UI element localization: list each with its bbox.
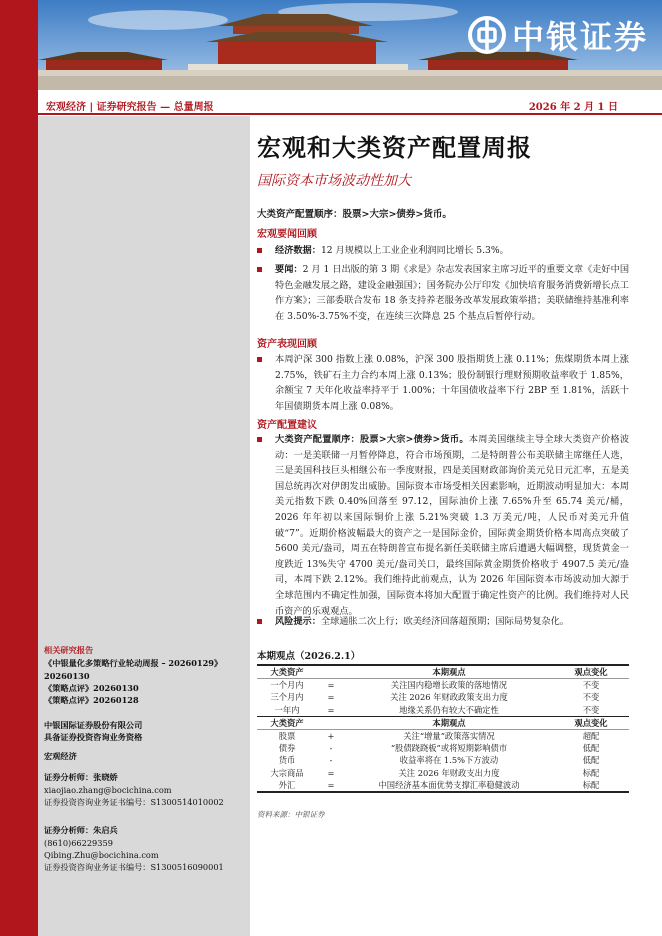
analyst-name: 证券分析师：朱启兵 (44, 825, 118, 835)
table-header: 本期观点 (345, 665, 553, 679)
table-cell: 标配 (553, 779, 629, 792)
table-row (257, 779, 629, 792)
brand-lockup (468, 12, 648, 58)
bank-of-china-logo-icon (468, 16, 506, 54)
table-cell: 外汇 (257, 779, 317, 792)
views-heading: 本期观点（2026.2.1） (257, 651, 361, 662)
bullet-square-icon (257, 248, 262, 253)
bullet-square-icon (257, 357, 262, 362)
item-text: 本周沪深 300 指数上涨 0.08%，沪深 300 股指期货上涨 0.11%；焦煤期货本周上涨 2.75%，铁矿石主力合约本周上涨 0.13%；股份制银行理财预期收益率收于 1.85%，余额宝 7 天年化收益率持平于 1.00%；十年国债收益率下行 2BP 至 1.81%，活跃十年国债期货本周上涨 0.08%。 (275, 354, 629, 412)
table-cell: “股债跷跷板”或将短期影响债市 (390, 742, 508, 753)
sidebar-panel (38, 116, 250, 936)
table-row (257, 742, 629, 755)
views-table (257, 664, 629, 793)
list-item (257, 262, 629, 324)
section-heading-review: 宏观要闻回顾 (257, 229, 317, 240)
table-cell: 债券 (278, 742, 296, 753)
item-text: 全球通胀二次上行；欧美经济回落超预期；国际局势复杂化。 (320, 616, 569, 627)
item-text: 12 月规模以上工业企业利润同比增长 5.3%。 (320, 245, 509, 256)
table-cell: - (329, 742, 333, 753)
table-header: 大类资产 (257, 665, 317, 679)
table-row (257, 767, 629, 780)
table-row (257, 691, 629, 704)
table-cell: 股票 (278, 730, 296, 741)
table-header: 观点变化 (553, 665, 629, 679)
item-text: 本周美国继续主导全球大类资产价格波动：一是美联储一月暂停降息，符合市场预期，二是特朗普公布美联储主席继任人选，三是美国科技巨头相继公布一季度财报，四是美国财政部询价美元兑日元汇率，五是美国总统再次对伊朗发出威胁。国际资本市场受相关因素影响，近期波动明显加大：本周美元指数下跌 0.40%回落至 97.12，国际油价上涨 7.65%升至 65.74 美元/桶，2026 年年初以来国际铜价上涨 5.21%突破 1.3 万美元/吨，人民币对美元升值破“7”。近期价格波幅最大的资产之一是国际金价，国际黄金期货价格本周高点突破了 5600 美元/盎司，周五在特朗普宣布提名新任美联储主席后遭遇大幅调整，现货黄金一度跌近 13%失守 4700 美元/盎司关口，最终国际黄金期货价格收于 4907.5 美元/盎司，本周下跌 2.12%。我们维持此前观点，认为 2026 年国际资本市场波动加大源于全球范围内不确定性加强，国际资本将加大配置于确定性资产的比例。我们维持对人民币资产的乐观观点。 (275, 434, 630, 617)
page-subtitle: 国际资本市场波动性加大 (257, 173, 411, 189)
list-item (257, 432, 629, 619)
analyst-cert: 证券投资咨询业务证书编号：S1300516090001 (44, 862, 224, 872)
analyst-cert: 证券投资咨询业务证书编号：S1300514010002 (44, 797, 224, 807)
analyst-email[interactable]: Qibing.Zhu@bocichina.com (44, 850, 159, 860)
table-row (257, 754, 629, 767)
item-label: 经济数据： (275, 245, 321, 256)
table-cell: 低配 (582, 742, 600, 753)
list-item (257, 614, 629, 630)
header-banner (38, 0, 662, 90)
related-report-link[interactable]: 《中银量化多策略行业轮动周报 – 20260129》20260130 (44, 658, 223, 681)
table-cell: 中国经济基本面优势支撑汇率稳健波动 (345, 779, 553, 792)
asset-order-summary: 大类资产配置顺序：股票>大宗>债券>货币。 (257, 209, 452, 220)
section-heading-performance: 资产表现回顾 (257, 339, 317, 350)
report-category: 宏观经济 (44, 751, 77, 761)
table-cell: 标配 (582, 767, 600, 778)
table-row (257, 679, 629, 692)
table-header (317, 716, 345, 729)
bullet-square-icon (257, 619, 262, 624)
table-cell: = (327, 680, 335, 690)
table-cell: 三个月内 (270, 692, 304, 703)
table-cell: - (329, 755, 333, 766)
related-report-link[interactable]: 《策略点评》20260128 (44, 695, 139, 705)
left-accent-strip (0, 0, 38, 936)
table-header: 观点变化 (553, 716, 629, 729)
table-header: 大类资产 (257, 716, 317, 729)
related-report-link[interactable]: 《策略点评》20260130 (44, 683, 139, 693)
table-header: 本期观点 (345, 716, 553, 729)
table-cell: 一个月内 (270, 680, 304, 690)
table-cell: 不变 (582, 692, 600, 703)
company-name: 中银国际证券股份有限公司 (44, 720, 143, 730)
bullet-square-icon (257, 267, 262, 272)
brand-name: 中银证券 (511, 18, 648, 56)
table-row (257, 729, 629, 742)
table-cell: 一年内 (274, 704, 300, 715)
table-cell: 低配 (582, 755, 600, 766)
report-date: 2026 年 2 月 1 日 (528, 102, 618, 113)
analyst-name: 证券分析师：张晓娇 (44, 772, 118, 782)
table-cell: 超配 (582, 730, 600, 741)
table-cell: 货币 (278, 755, 296, 766)
list-item (257, 352, 629, 414)
item-label: 大类资产配置顺序：股票>大宗>债券>货币。 (275, 434, 469, 445)
header-divider (38, 113, 662, 115)
table-cell: = (327, 692, 335, 703)
analyst-email[interactable]: xiaojiao.zhang@bocichina.com (44, 785, 172, 795)
breadcrumb: 宏观经济 | 证券研究报告 — 总量周报 (46, 102, 214, 113)
table-cell: = (327, 704, 335, 715)
table-cell: + (327, 730, 335, 741)
item-label: 要闻： (275, 264, 303, 275)
table-row (257, 704, 629, 717)
related-reports-heading: 相关研究报告 (44, 645, 94, 655)
table-cell: 不变 (582, 704, 600, 715)
list-item (257, 243, 629, 259)
table-cell: = (317, 779, 345, 792)
table-cell: 关注 2026 年财政支出力度 (398, 767, 500, 778)
page-title: 宏观和大类资产配置周报 (257, 133, 532, 162)
item-label: 风险提示： (275, 616, 321, 627)
section-heading-allocation: 资产配置建议 (257, 420, 317, 431)
table-cell: 关注国内稳增长政策的落地情况 (390, 680, 508, 690)
table-source: 资料来源：中银证券 (257, 810, 325, 819)
company-qualification: 具备证券投资咨询业务资格 (44, 732, 143, 742)
item-text: 2 月 1 日出版的第 3 期《求是》杂志发表国家主席习近平的重要文章《走好中国特色金融发展之路，建设金融强国》；国务院办公厅印发《加快培育服务消费新增长点工作方案》；三部委联合发布 18 条支持养老服务改革发展政策举措；美联储维持基准利率在 3.50%-3.75%不变，在连续三次降息 25 个基点后暂停行动。 (275, 264, 630, 322)
table-cell: 地缘关系仍有较大不确定性 (399, 704, 499, 715)
table-cell: = (327, 767, 335, 778)
analyst-phone: (8610)66229359 (44, 838, 113, 848)
table-cell: 关注“增量”政策落实情况 (403, 730, 495, 741)
table-cell: 收益率将在 1.5%下方波动 (399, 755, 499, 766)
table-cell: 关注 2026 年财政政策支出力度 (390, 692, 508, 703)
bullet-square-icon (257, 437, 262, 442)
table-cell: 大宗商品 (270, 767, 304, 778)
table-header (317, 665, 345, 679)
table-cell: 不变 (582, 680, 600, 690)
